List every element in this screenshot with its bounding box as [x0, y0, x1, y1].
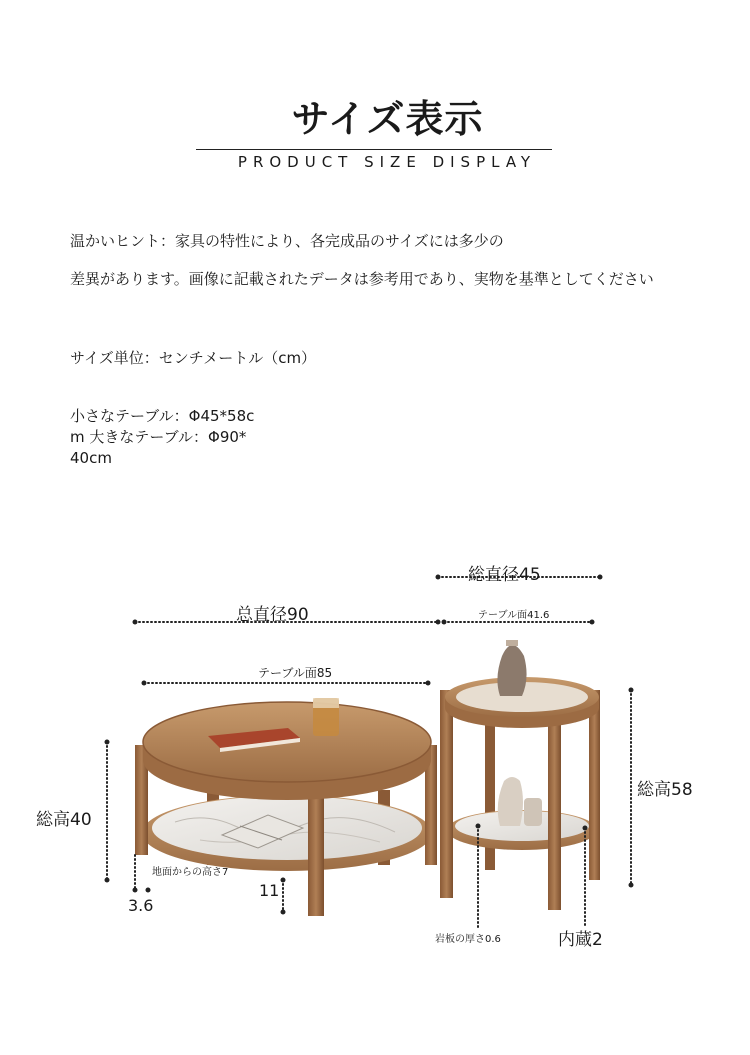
vase-neck [506, 640, 518, 646]
dim-small-recess: 内蔵2 [558, 930, 603, 950]
big-table [135, 698, 437, 916]
small-table-leg [548, 700, 561, 910]
size-unit: サイズ単位：センチメートル（cm） [70, 349, 317, 367]
dim-big-inset: 3.6 [128, 896, 154, 915]
vase-icon [497, 645, 526, 696]
hint-line-1: 温かいヒント：家具の特性により、各完成品のサイズには多少の [70, 232, 504, 250]
size-spec-line-1: 小さなテーブル：Φ45*58c [70, 407, 255, 425]
vase-icon [498, 777, 523, 826]
small-table [440, 640, 600, 910]
glass-rim [313, 698, 339, 708]
dim-small-slab: 岩板の厚さ0.6 [435, 934, 501, 945]
dim-big-top: テーブル面85 [258, 666, 333, 680]
size-spec-line-2: m 大きなテーブル：Φ90* [70, 428, 247, 446]
page-subtitle: PRODUCT SIZE DISPLAY [237, 153, 537, 171]
dim-big-height: 総高40 [36, 810, 92, 830]
dim-big-ground: 地面からの高さ7 [152, 867, 229, 878]
size-spec-line-3: 40cm [70, 449, 112, 467]
small-table-leg [440, 690, 453, 898]
dim-big-leg: 11 [259, 881, 280, 900]
dim-small-top: テーブル面41.6 [478, 610, 550, 621]
dim-small-height: 総高58 [637, 780, 693, 800]
hint-line-2: 差異があります。画像に記載されたデータは参考用であり、実物を基準としてください [70, 270, 654, 288]
small-table-leg [589, 690, 600, 880]
dim-small-diameter: 総直径45 [468, 565, 541, 585]
vase-icon [524, 798, 542, 826]
dim-big-diameter: 总直径90 [236, 605, 309, 625]
page-title: サイズ表示 [291, 97, 484, 141]
